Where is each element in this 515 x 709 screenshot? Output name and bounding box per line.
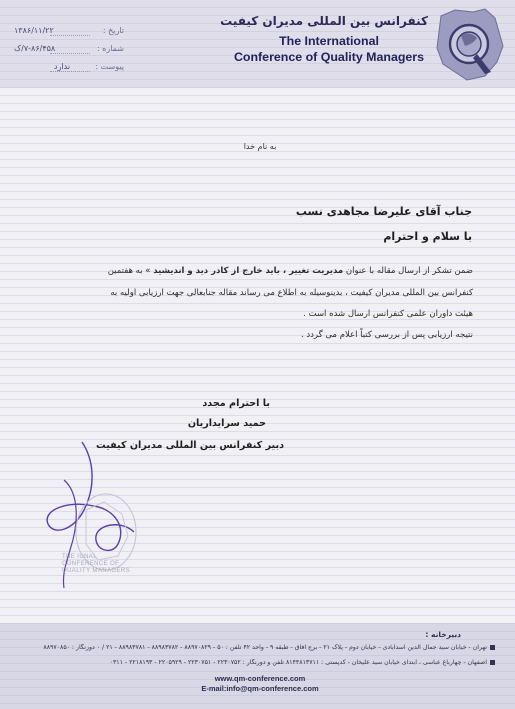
email-link[interactable]: E-mail:info@qm-conference.com (201, 684, 319, 693)
body-line-4: نتیجه ارزیابی پس از بررسی کتباً اعلام می گردد . (300, 330, 473, 340)
date-label: تاریخ : (102, 26, 124, 35)
bullet-square-icon (490, 645, 495, 650)
signature-icon (34, 440, 144, 600)
body-line-1 (40, 266, 473, 276)
signer-name: حمید سرایداریان (187, 418, 266, 429)
stamp-text-line2: QUALITY MANAGERS (62, 568, 130, 574)
body-line-2: کنفرانس بین المللی مدیران کیفیت ، بدینوسیله به اطلاع می رساند مقاله جنابعالی جهت ارزیابی اولیه به (110, 288, 473, 298)
number-label: شماره : (96, 44, 124, 53)
footer-address-isfahan (14, 659, 498, 666)
secretariat-label: دبیرخانه : (425, 630, 461, 639)
org-name-en (228, 33, 430, 65)
stamp-text-line1: THE IUNAL CONFERENCE OF (62, 554, 120, 567)
number-value: ۷-۸۶/۴۵۸/ک (14, 44, 56, 53)
number-field (14, 44, 124, 57)
stamp-text (62, 554, 142, 575)
address-isfahan-text: اصفهان - چهارباغ عباسی ، ابتدای خیابان سید علیخان - کدپستی : ۸۱۴۴۸۱۳۷۱۱ تلفن و دورنگار : ۲۲۳۰۷۵۲ - ۲۲۳۰۷۵۱ - ۲۲۰۵۹۲۹ - ۲۲۱۸۱۹۳ - ۰۳۱۱ (109, 659, 487, 666)
recipient: جناب آقای علیرضا مجاهدی نسب (295, 205, 472, 218)
basmala: به نام خدا (243, 142, 277, 151)
date-value: ۱۳۸۶/۱۱/۲۲ (14, 26, 54, 35)
attachment-value: ندارد (54, 62, 71, 71)
body-line-3: هیئت داوران علمی کنفرانس ارسال شده است . (303, 309, 473, 319)
closing: با احترام مجدد (202, 398, 270, 409)
dotted-line (50, 35, 90, 36)
org-name-en-line1: The International (279, 34, 379, 48)
body-line-1-a: ضمن تشکر از ارسال مقاله با عنوان (345, 266, 473, 276)
conference-logo-icon (433, 6, 505, 82)
address-tehran-text: تهران - خیابان سید جمال الدین اسدآبادی - خیابان دوم - پلاک ۲۱ - برج آفاق - طبقه ۹ - واحد ۴۲ تلفن : ۵۰ - ۸۸۹۷۰۸۲۹ - ۸۸۹۸۳۷۸۲ - ۸۸۹۸۳۷۸۱ - ۲۱ / ۰ دورنگار : ۸۸۹۷۰۸۵۰ (43, 644, 487, 651)
date-field (14, 26, 124, 39)
greeting: با سلام و احترام (383, 230, 472, 243)
paper-title: مدیریت تغییر ، باید خارج از کادر دید و اندیشید (153, 266, 344, 276)
bullet-square-icon (490, 660, 495, 665)
org-name-fa: کنفرانس بین المللی مدیران کیفیت (220, 14, 428, 28)
footer-address-tehran (14, 644, 498, 651)
signer-title: دبیر کنفرانس بین المللی مدیران کیفیت (96, 440, 284, 451)
website-link[interactable]: www.qm-conference.com (214, 674, 306, 683)
attachment-label: پیوست : (95, 62, 124, 71)
org-name-en-line2: Conference of Quality Managers (233, 50, 425, 64)
dotted-line (50, 53, 90, 54)
dotted-line (50, 71, 90, 72)
body-line-1-c: » به هفتمین (107, 266, 151, 276)
attachment-field (14, 62, 124, 75)
